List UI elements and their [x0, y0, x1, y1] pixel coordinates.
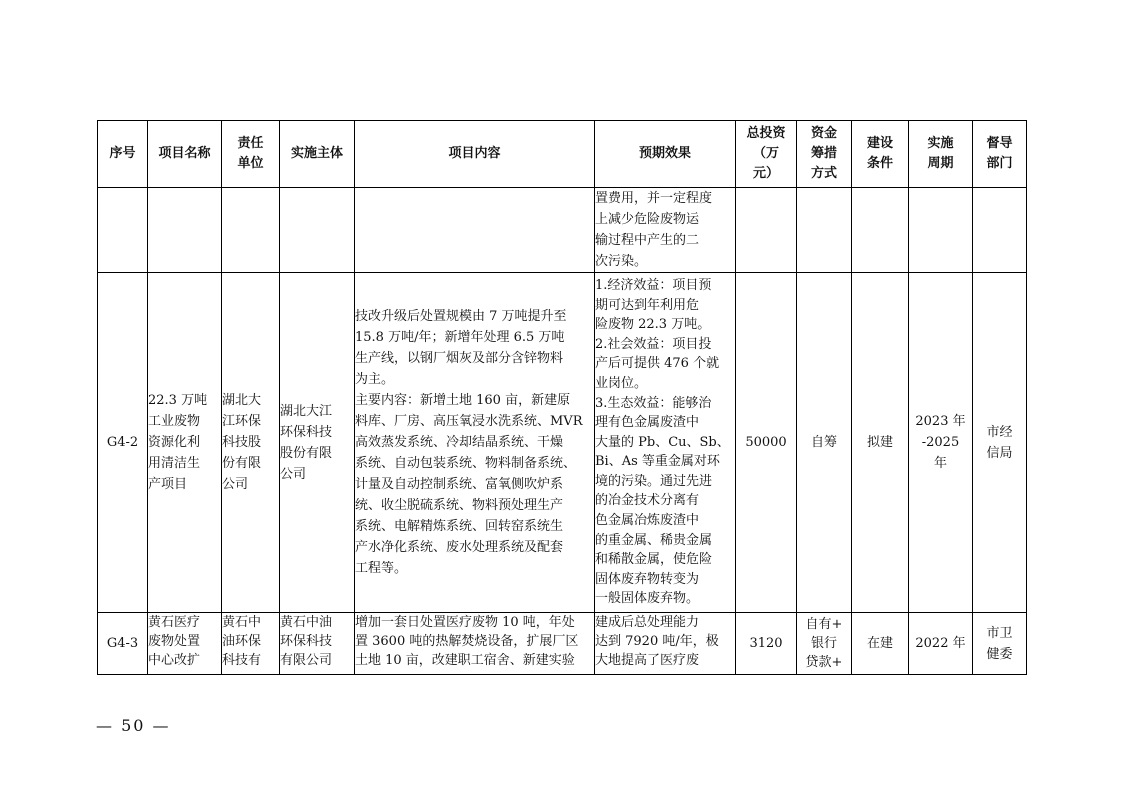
cell-entity: 湖北大江 环保科技 股份有限 公司 [280, 273, 355, 613]
table-row [98, 188, 1027, 273]
cell-cond: 拟建 [852, 273, 909, 613]
header-invest: 总投资 （万 元） [736, 121, 797, 188]
cell-entity [280, 188, 355, 273]
cell-entity: 黄石中油 环保科技 有限公司 [280, 613, 355, 675]
header-row [98, 121, 1027, 188]
cell-dept: 市卫 健委 [973, 613, 1027, 675]
cell-dept: 市经 信局 [973, 273, 1027, 613]
header-entity: 实施主体 [280, 121, 355, 188]
header-effect: 预期效果 [595, 121, 736, 188]
cell-effect: 置费用，并一定程度 上减少危险废物运 输过程中产生的二 次污染。 [595, 188, 736, 273]
cell-name [148, 188, 222, 273]
cell-unit [222, 188, 280, 273]
cell-no [98, 188, 148, 273]
cell-dept [973, 188, 1027, 273]
cell-invest: 50000 [736, 273, 797, 613]
cell-unit: 湖北大 江环保 科技股 份有限 公司 [222, 273, 280, 613]
table-row [98, 273, 1027, 613]
cell-period: 2022 年 [909, 613, 973, 675]
project-table [97, 120, 1027, 675]
header-funding: 资金 筹措 方式 [797, 121, 852, 188]
cell-content: 技改升级后处置规模由 7 万吨提升至 15.8 万吨/年；新增年处理 6.5 万吨 生产线，以钢厂烟灰及部分含锌物料 为主。 主要内容：新增土地 160 亩，新建原 料库、厂房、高压氧浸水洗系统、MVR 高效蒸发系统、冷却结晶系统、干燥 系统、自动包装系统、物料制备系统、 计量及自动控制系统、富氧侧吹炉系 统、收尘脱硫系统、物料预处理生产 系统、电解精炼系统、回转窑系统生 产水净化系统、废水处理系统及配套 工程等。 [355, 273, 595, 613]
cell-effect: 1.经济效益：项目预 期可达到年利用危 险废物 22.3 万吨。 2.社会效益：项目投 产后可提供 476 个就 业岗位。 3.生态效益：能够治 理有色金属废渣中 大量的 Pb、Cu、Sb、 Bi、As 等重金属对环 境的污染。通过先进 的冶金技术分离有 色金属冶炼废渣中 的重金属、稀贵金属 和稀散金属，使危险 固体废弃物转变为 一般固体废弃物。 [595, 273, 736, 613]
cell-unit: 黄石中 油环保 科技有 [222, 613, 280, 675]
cell-no: G4-2 [98, 273, 148, 613]
cell-invest: 3120 [736, 613, 797, 675]
header-cond: 建设 条件 [852, 121, 909, 188]
header-unit: 责任 单位 [222, 121, 280, 188]
cell-cond [852, 188, 909, 273]
cell-content: 增加一套日处置医疗废物 10 吨，年处 置 3600 吨的热解焚烧设备，扩展厂区 土地 10 亩，改建职工宿舍、新建实验 [355, 613, 595, 675]
cell-effect: 建成后总处理能力 达到 7920 吨/年，极 大地提高了医疗废 [595, 613, 736, 675]
cell-cond: 在建 [852, 613, 909, 675]
cell-period [909, 188, 973, 273]
cell-name: 22.3 万吨 工业废物 资源化利 用清洁生 产项目 [148, 273, 222, 613]
table-row [98, 613, 1027, 675]
header-name: 项目名称 [148, 121, 222, 188]
cell-period: 2023 年 -2025 年 [909, 273, 973, 613]
page-number: — 50 — [96, 716, 171, 735]
cell-content [355, 188, 595, 273]
cell-funding: 自有+ 银行 贷款+ [797, 613, 852, 675]
cell-invest [736, 188, 797, 273]
header-period: 实施 周期 [909, 121, 973, 188]
header-no: 序号 [98, 121, 148, 188]
header-content: 项目内容 [355, 121, 595, 188]
cell-no: G4-3 [98, 613, 148, 675]
cell-name: 黄石医疗 废物处置 中心改扩 [148, 613, 222, 675]
header-dept: 督导 部门 [973, 121, 1027, 188]
cell-funding: 自筹 [797, 273, 852, 613]
cell-funding [797, 188, 852, 273]
